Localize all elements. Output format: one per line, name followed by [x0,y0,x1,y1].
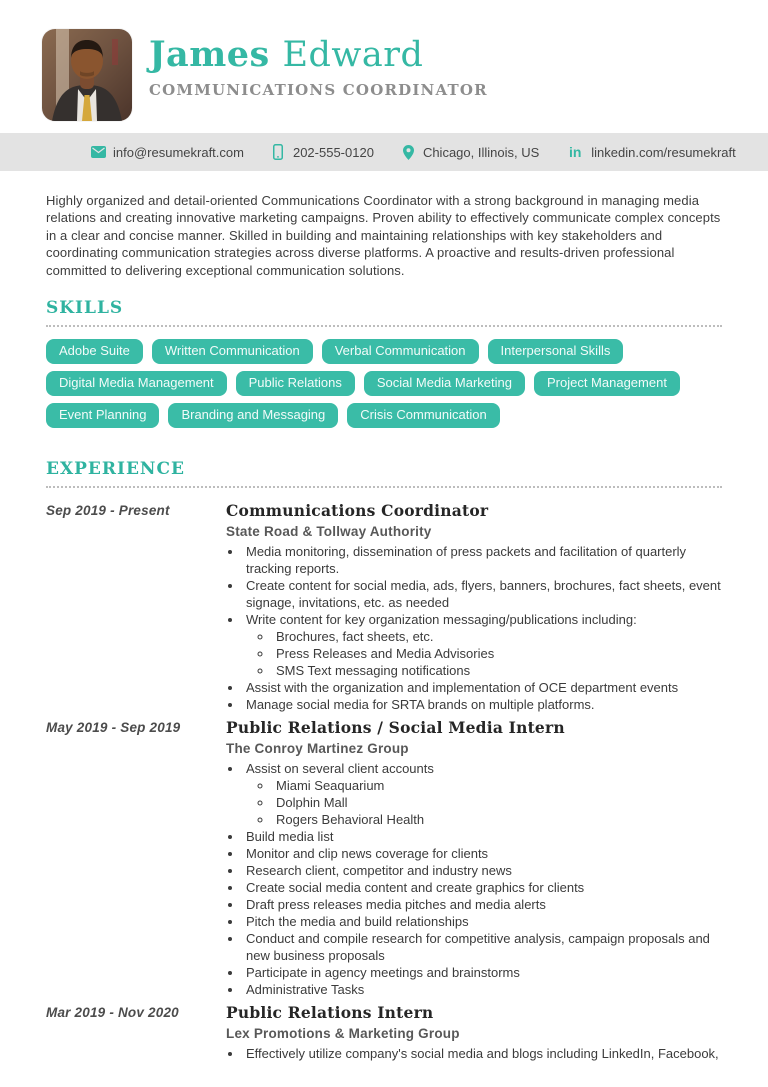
summary-text: Highly organized and detail-oriented Communications Coordinator with a strong background in managing media relations and creating innovative marketing campaigns. Proven ability to effectively communicate complex concepts in a clear and concise manner. Skilled in building and maintaining relationships with key stakeholders and coordinating communication strategies across diverse platforms. A proactive and results-driven professional committed to delivering exceptional communication solutions. [46,193,721,278]
bullet-item: • Assist on several client accounts ◦ Miami Seaquarium ◦ Dolphin Mall ◦ Rogers Behavioral Health [243,760,722,828]
skill-pill: Social Media Marketing [364,371,525,396]
entry-body [226,1003,722,1062]
job-bullet-list [226,760,722,998]
experience-entry [46,718,722,998]
bullet-item: • Manage social media for SRTA brands on multiple platforms. [243,696,722,713]
contact-email[interactable] [91,145,244,160]
entry-date: May 2019 - Sep 2019 [46,720,181,736]
experience-entry [46,1003,722,1062]
candidate-last-name: Edward [282,35,424,75]
skills-pill-list [46,339,722,428]
mobile-phone-icon [271,145,286,160]
job-bullet-list [226,543,722,713]
map-pin-icon [401,145,416,160]
experience-entry [46,501,722,713]
skill-pill: Branding and Messaging [168,403,338,428]
job-company: The Conroy Martinez Group [226,741,409,757]
entry-date: Sep 2019 - Present [46,503,170,519]
skills-heading: SKILLS [46,298,722,327]
contact-linkedin[interactable] [566,145,736,160]
contact-location[interactable] [401,145,539,160]
bullet-item: • Draft press releases media pitches and media alerts [243,896,722,913]
sub-bullet-item: ◦ SMS Text messaging notifications [273,662,722,679]
bullet-item: • Effectively utilize company's social media and blogs including LinkedIn, Facebook, [243,1045,722,1062]
job-company: State Road & Tollway Authority [226,524,432,540]
job-title: Public Relations Intern [226,1003,434,1023]
sub-bullet-item: ◦ Dolphin Mall [273,794,722,811]
bullet-item: • Create social media content and create graphics for clients [243,879,722,896]
job-bullet-list [226,1045,722,1062]
contact-linkedin-value: linkedin.com/resumekraft [591,144,736,160]
name-block [149,36,488,99]
experience-section [46,459,722,1062]
sub-bullet-item: ◦ Brochures, fact sheets, etc. [273,628,722,645]
bullet-item: • Administrative Tasks [243,981,722,998]
candidate-first-name: James [149,34,270,75]
contact-phone-value: 202-555-0120 [292,144,374,160]
bullet-item: • Conduct and compile research for competitive analysis, campaign proposals and new business proposals [243,930,722,964]
bullet-item: • Write content for key organization messaging/publications including: ◦ Brochures, fact sheets, etc. ◦ Press Releases and Media Advisories ◦ SMS Text messaging notifications [243,611,722,679]
bullet-item: • Media monitoring, dissemination of press packets and facilitation of quarterly tracking reports. [243,543,722,577]
bullet-item: • Build media list [243,828,722,845]
sub-bullet-list [259,628,722,679]
contact-linkedin-value-wrapper: Chicago, Illinois, US [422,144,540,160]
skills-section [46,298,722,428]
entry-date: Mar 2019 - Nov 2020 [46,1005,179,1021]
resume-body [0,192,768,1062]
entry-body [226,501,722,713]
job-company: Lex Promotions & Marketing Group [226,1026,460,1042]
experience-heading: EXPERIENCE [46,459,722,488]
entry-body [226,718,722,998]
skill-pill: Adobe Suite [46,339,143,364]
skill-pill: Crisis Communication [347,403,499,428]
sub-bullet-list [259,777,722,828]
resume-header [0,0,768,133]
job-title: Public Relations / Social Media Intern [226,718,565,738]
experience-entries [46,501,722,1062]
job-title: Communications Coordinator [226,501,489,521]
sub-bullet-item: ◦ Rogers Behavioral Health [273,811,722,828]
profile-photo [42,29,132,121]
candidate-headline: COMMUNICATIONS COORDINATOR [149,81,488,99]
contact-email-value: info@resumekraft.com [113,144,244,160]
skill-pill: Event Planning [46,403,159,428]
contact-phone[interactable] [271,145,374,160]
bullet-item: • Create content for social media, ads, flyers, banners, brochures, fact sheets, event signage, invitations, etc. as needed [243,577,722,611]
skill-pill: Written Communication [152,339,313,364]
bullet-item: • Pitch the media and build relationships [243,913,722,930]
bullet-item: • Participate in agency meetings and brainstorms [243,964,722,981]
candidate-name [149,36,488,74]
contact-bar [0,133,768,171]
bullet-item: • Research client, competitor and industry news [243,862,722,879]
profile-photo-illustration [42,29,132,121]
skill-pill: Interpersonal Skills [488,339,624,364]
sub-bullet-item: ◦ Miami Seaquarium [273,777,722,794]
bullet-item: • Assist with the organization and implementation of OCE department events [243,679,722,696]
skill-pill: Digital Media Management [46,371,227,396]
bullet-item: • Monitor and clip news coverage for clients [243,845,722,862]
sub-bullet-item: ◦ Press Releases and Media Advisories [273,645,722,662]
linkedin-icon: in [569,143,582,160]
skill-pill: Verbal Communication [322,339,479,364]
skill-pill: Public Relations [236,371,355,396]
skill-pill: Project Management [534,371,680,396]
envelope-icon [91,145,106,160]
